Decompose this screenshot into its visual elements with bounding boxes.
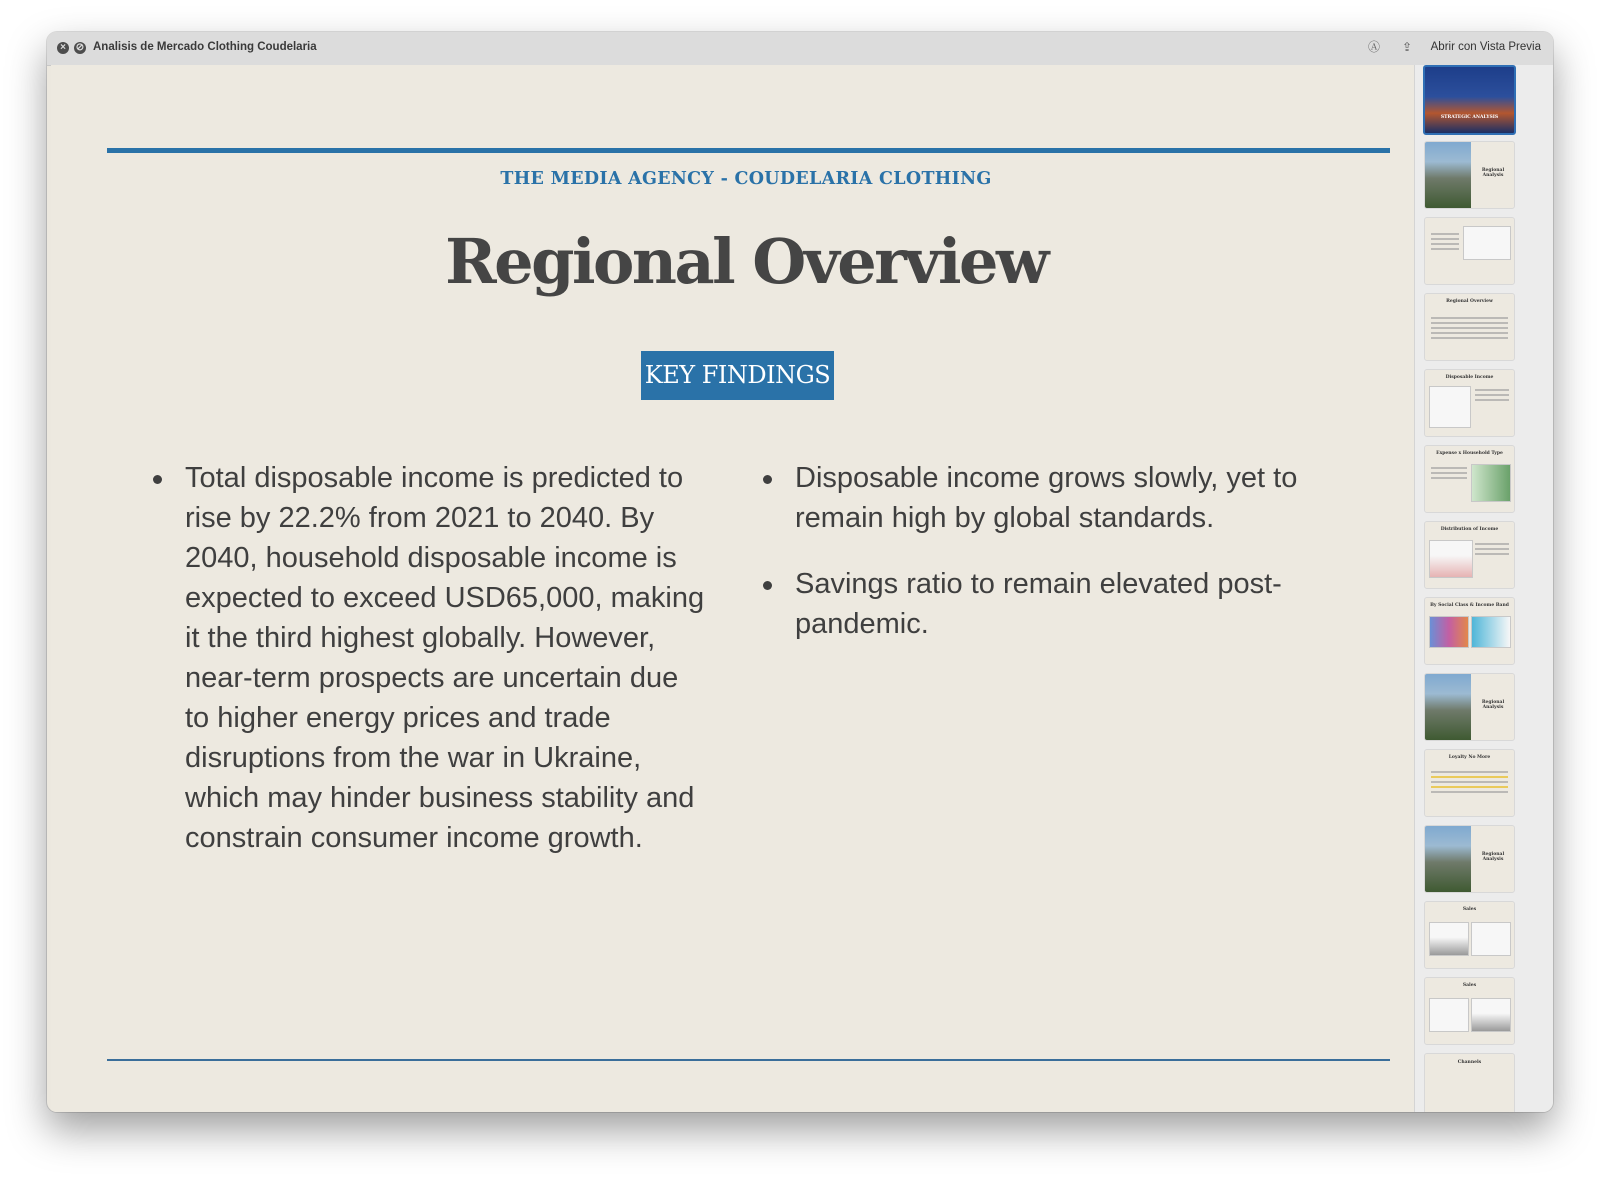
thumbnail-title: STRATEGIC ANALYSIS [1440,115,1499,120]
thumbnail-text [1475,386,1509,404]
bottom-rule [107,1059,1390,1061]
agency-header: THE MEDIA AGENCY - COUDELARIA CLOTHING [500,169,992,189]
share-icon[interactable]: ⇪ [1401,40,1413,54]
thumbnail-title: Sales [1462,907,1477,912]
thumbnail-1[interactable] [1423,65,1516,135]
thumbnail-8[interactable] [1424,597,1515,665]
thumbnail-6[interactable] [1424,445,1515,513]
thumbnail-title: Regional Overview [1446,299,1493,304]
thumbnail-title: Regional Analysis [1481,168,1505,178]
close-icon[interactable]: × [57,42,69,54]
thumbnail-title: Sales [1462,983,1477,988]
bullet-item: Disposable income grows slowly, yet to remain high by global standards. [795,458,1315,538]
thumbnail-chart [1429,616,1469,648]
thumbnail-title: Distribution of Income [1440,527,1499,532]
thumbnail-13[interactable] [1424,977,1515,1045]
thumbnail-3[interactable] [1424,217,1515,285]
slide-canvas [51,65,1441,1112]
thumbnail-title: Regional Analysis [1481,852,1505,862]
thumbnail-title: Expense x Household Type [1436,451,1503,456]
thumbnail-title: Loyalty No More [1448,755,1491,760]
thumbnail-chart [1471,464,1511,502]
thumbnail-text [1431,314,1508,342]
thumbnail-photo [1425,142,1471,208]
thumbnail-chart [1429,540,1473,578]
thumbnail-text [1431,230,1459,253]
thumbnail-14[interactable] [1424,1053,1515,1112]
thumbnail-9[interactable] [1424,673,1515,741]
thumbnail-title: Disposable Income [1445,375,1494,380]
thumbnail-12[interactable] [1424,901,1515,969]
window-title: Analisis de Mercado Clothing Coudelaria [93,41,317,53]
thumbnail-chart [1429,386,1471,428]
left-bullet-list [185,458,705,884]
minimize-icon[interactable]: ⊘ [75,42,85,53]
thumbnail-text [1475,540,1509,558]
bullet-item: Savings ratio to remain elevated post-pandemic. [795,564,1315,644]
thumbnail-chart [1471,616,1511,648]
thumbnail-chart [1429,998,1469,1032]
key-findings-badge: KEY FINDINGS [641,351,834,400]
thumbnail-title: Regional Analysis [1481,700,1505,710]
thumbnail-text [1431,464,1467,482]
thumbnail-4[interactable] [1424,293,1515,361]
thumbnail-photo [1425,674,1471,740]
right-bullet-list [795,458,1315,670]
thumbnail-7[interactable] [1424,521,1515,589]
thumbnail-2[interactable] [1424,141,1515,209]
thumbnail-11[interactable] [1424,825,1515,893]
open-with-preview-button[interactable]: Abrir con Vista Previa [1430,41,1541,53]
thumbnail-title: Channels [1457,1060,1482,1065]
thumbnail-photo [1425,826,1471,892]
slide-title: Regional Overview [445,225,1047,298]
thumbnail-5[interactable] [1424,369,1515,437]
thumbnail-chart [1463,226,1511,260]
thumbnail-text [1431,768,1508,796]
thumbnail-chart [1471,998,1511,1032]
thumbnail-10[interactable] [1424,749,1515,817]
top-rule [107,148,1390,153]
bullet-item: Total disposable income is predicted to rise by 22.2% from 2021 to 2040. By 2040, household disposable income is expected to exceed USD65,000, making it the third highest globally. However, near-term prospects are uncertain due to higher energy prices and trade disruptions from the war in Ukraine, which may hinder business stability and constrain consumer income growth. [185,458,705,858]
thumbnail-chart [1471,922,1511,956]
thumbnail-title: By Social Class & Income Band [1430,603,1509,608]
title-bar [47,32,1553,66]
thumbnail-sidebar[interactable] [1414,65,1553,1112]
thumbnail-chart [1429,922,1469,956]
markup-icon[interactable]: Ⓐ [1367,40,1380,54]
preview-window [47,32,1553,1112]
